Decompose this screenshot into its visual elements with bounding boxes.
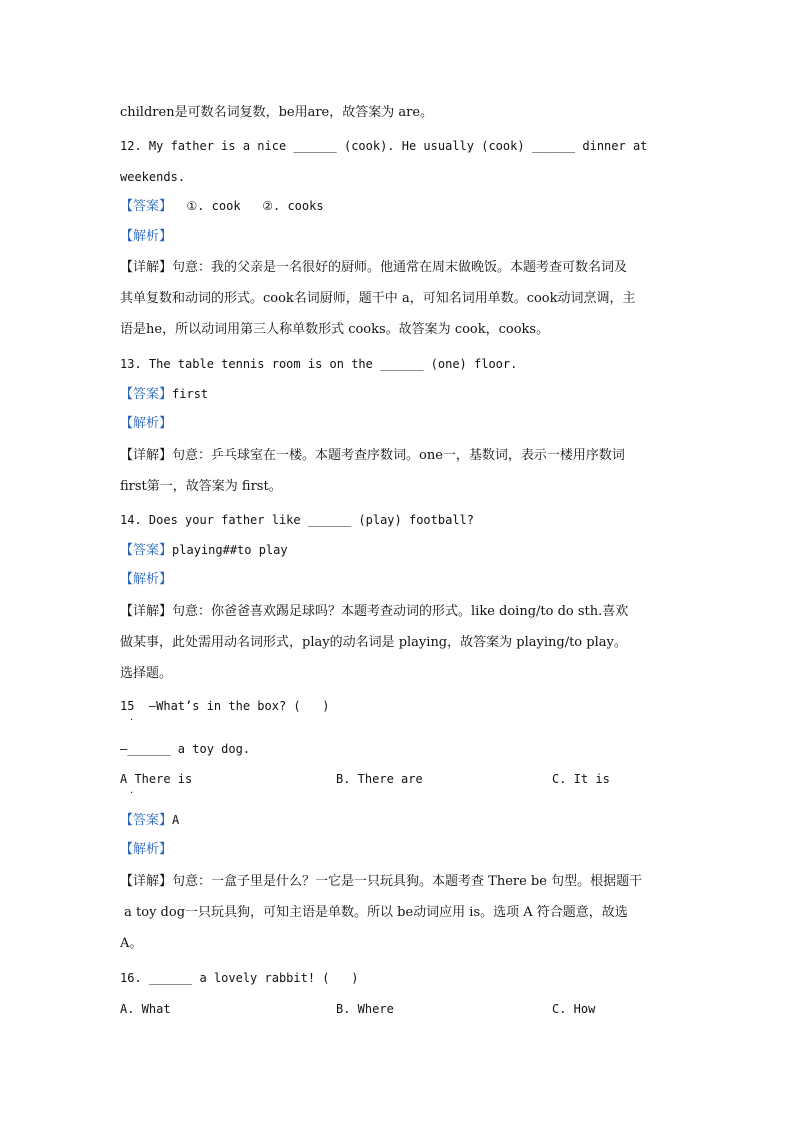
- detail-14-line-2: 做某事，此处需用动名词形式，play的动名词是 playing，故答案为 playing/to play。: [120, 635, 627, 650]
- detail-14-line-3: 选择题。: [120, 666, 173, 681]
- answer-tag: 【答案】: [120, 387, 173, 402]
- question-15-response: —______ a toy dog.: [120, 742, 251, 756]
- answer-tag: 【答案】: [120, 199, 173, 214]
- detail-tag: 【详解】: [120, 260, 173, 275]
- analysis-tag-14: 【解析】: [120, 572, 173, 587]
- analysis-tag-15: 【解析】: [120, 842, 173, 857]
- detail-text: 句意：我的父亲是一名很好的厨师。他通常在周末做晚饭。本题考查可数名词及: [172, 260, 628, 275]
- option-a: A There is: [120, 772, 193, 786]
- answer-text: first: [172, 387, 209, 401]
- answer-text: playing##to play: [172, 543, 288, 557]
- question-12-line-1: 12. My father is a nice ______ (cook). He usually (cook) ______ dinner at: [120, 139, 648, 153]
- detail-tag: 【详解】: [120, 874, 173, 889]
- answer-13: [120, 385, 208, 404]
- dot-mark: ·: [130, 715, 134, 726]
- answer-note-11: children是可数名词复数，be用are，故答案为 are。: [120, 105, 434, 120]
- analysis-tag-13: 【解析】: [120, 416, 173, 431]
- question-12-line-2: weekends.: [120, 170, 186, 184]
- detail-15-line-1: [120, 873, 642, 891]
- question-13: 13. The table tennis room is on the ______ (one) floor.: [120, 357, 518, 371]
- detail-12-line-2: 其单复数和动词的形式。cook名词厨师，题干中 a，可知名词用单数。cook动词烹调，主: [120, 291, 636, 306]
- detail-tag: 【详解】: [120, 448, 173, 463]
- detail-12-line-1: [120, 259, 627, 277]
- detail-text: 句意：一盒子里是什么？一它是一只玩具狗。本题考查 There be 句型。根据题干: [172, 874, 643, 889]
- detail-text: 句意：你爸爸喜欢踢足球吗？本题考查动词的形式。like doing/to do sth.喜欢: [172, 604, 629, 619]
- question-15-prompt: 15 —What’s in the box? ( ): [120, 699, 330, 713]
- dot-mark: ·: [130, 788, 134, 799]
- option-c: C. How: [552, 1002, 596, 1016]
- detail-tag: 【详解】: [120, 604, 173, 619]
- option-a: A. What: [120, 1002, 171, 1016]
- answer-tag: 【答案】: [120, 813, 173, 828]
- question-16: 16. ______ a lovely rabbit! ( ): [120, 971, 359, 985]
- option-b: B. There are: [336, 772, 423, 786]
- analysis-tag-12: 【解析】: [120, 229, 173, 244]
- answer-14: [120, 541, 288, 560]
- detail-text: 句意：乒乓球室在一楼。本题考查序数词。one一，基数词，表示一楼用序数词: [172, 448, 625, 463]
- answer-15: [120, 811, 179, 830]
- detail-13-line-2: first第一，故答案为 first。: [120, 479, 282, 494]
- detail-13-line-1: [120, 447, 625, 465]
- detail-15-line-2: a toy dog一只玩具狗，可知主语是单数。所以 be动词应用 is。选项 A 符合题意，故选: [120, 905, 628, 920]
- detail-15-line-3: A。: [120, 936, 143, 951]
- answer-text: ①. cook ②. cooks: [172, 199, 324, 213]
- option-c: C. It is: [552, 772, 610, 786]
- option-b: B. Where: [336, 1002, 394, 1016]
- detail-14-line-1: [120, 603, 628, 621]
- question-14: 14. Does your father like ______ (play) football?: [120, 513, 475, 527]
- detail-12-line-3: 语是he，所以动词用第三人称单数形式 cooks。故答案为 cook，cooks。: [120, 322, 550, 337]
- answer-tag: 【答案】: [120, 543, 173, 558]
- answer-text: A: [172, 813, 180, 827]
- answer-12: [120, 197, 324, 216]
